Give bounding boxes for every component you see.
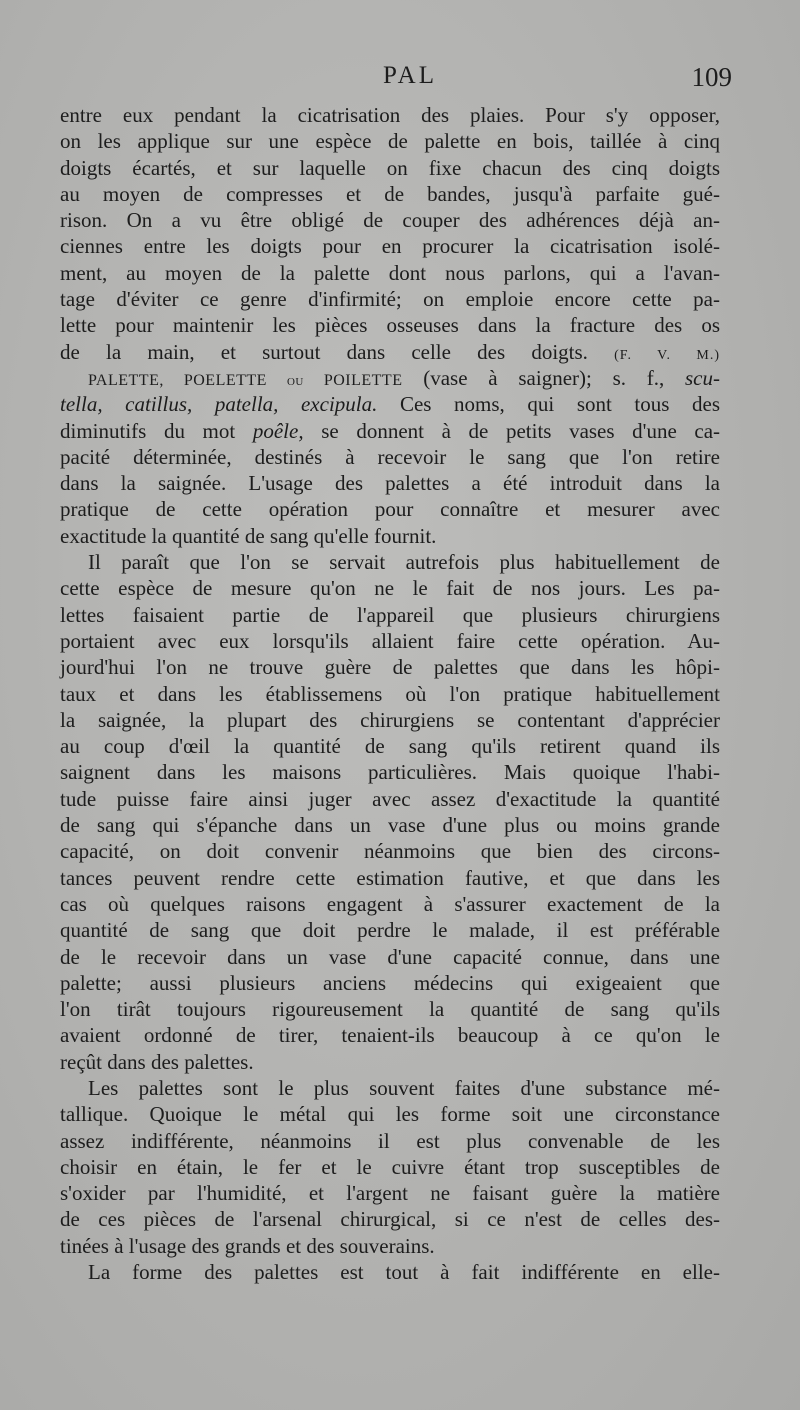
text-line: cas où quelques raisons engagent à s'assurer exactement de la — [60, 891, 720, 916]
paragraph-start-line: Il paraît que l'on se servait autrefois plus habituellement de — [88, 550, 720, 575]
italic-word: poêle, — [252, 418, 304, 443]
text-line: rison. On a vu être obligé de couper des adhérences déjà an- — [60, 208, 720, 233]
text-line: la saignée, la plupart des chirurgiens se contentant d'apprécier — [60, 707, 720, 732]
text-line: tinées à l'usage des grands et des souverains. — [60, 1233, 435, 1258]
text-line: lette pour maintenir les pièces osseuses dans la fracture des os — [60, 313, 720, 338]
author-signature: (F. V. M.) — [614, 347, 721, 363]
text-line: palette; aussi plusieurs anciens médecins qui exigeaient que — [60, 970, 720, 995]
page-header — [62, 62, 732, 98]
text-line: entre eux pendant la cicatrisation des plaies. Pour s'y opposer, — [60, 103, 720, 127]
text-span: se donnent à de petits vases d'une ca- — [321, 418, 721, 443]
text-line: reçût dans des palettes. — [60, 1049, 254, 1074]
text-span: diminutifs du mot — [60, 418, 236, 443]
paragraph-start-line: La forme des palettes est tout à fait indifférente en elle- — [88, 1260, 720, 1285]
text-line: lettes faisaient partie de l'appareil que plusieurs chirurgiens — [60, 602, 720, 627]
text-line: de ces pièces de l'arsenal chirurgical, si ce n'est de celles des- — [60, 1207, 720, 1232]
text-line: ment, au moyen de la palette dont nous parlons, qui a l'avan- — [60, 260, 720, 285]
text-line — [60, 418, 720, 444]
text-line: saignent dans les maisons particulières. Mais quoique l'habi- — [60, 760, 720, 785]
latin-terms: tella, catillus, patella, excipula. — [60, 392, 378, 417]
text-span: (vase à saigner); s. f., — [423, 365, 665, 390]
text-line: assez indifférente, néanmoins il est plus convenable de les — [60, 1128, 720, 1153]
paragraph-start-line: Les palettes sont le plus souvent faites d'une substance mé- — [88, 1075, 720, 1100]
text-line: exactitude la quantité de sang qu'elle fournit. — [60, 523, 437, 548]
page-body-text — [60, 102, 720, 1285]
text-line: de le recevoir dans un vase d'une capacité connue, dans une — [60, 944, 720, 969]
text-line: quantité de sang que doit perdre le malade, il est préférable — [60, 918, 720, 943]
text-line: doigts écartés, et sur laquelle on fixe chacun des cinq doigts — [60, 155, 720, 180]
text-line: taux et dans les établissemens où l'on pratique habituellement — [60, 681, 720, 706]
text-line: tallique. Quoique le métal qui les forme soit une circonstance — [60, 1102, 720, 1127]
entry-headword: PALETTE, POELETTE ou POILETTE — [88, 371, 403, 389]
text-line: de sang qui s'épanche dans un vase d'une plus ou moins grande — [60, 813, 720, 838]
text-line: s'oxider par l'humidité, et l'argent ne faisant guère la matière — [60, 1181, 720, 1206]
text-line: avaient ordonné de tirer, tenaient-ils beaucoup à ce qu'on le — [60, 1023, 720, 1048]
text-line — [60, 391, 720, 417]
latin-term: scu- — [685, 365, 720, 390]
text-line: pratique de cette opération pour connaître et mesurer avec — [60, 497, 720, 522]
text-span: Ces noms, qui sont tous des — [399, 392, 720, 417]
text-line-with-signature — [60, 339, 720, 365]
page-number: 109 — [691, 62, 732, 92]
text-span: de la main, et surtout dans celle des doigts. — [60, 339, 588, 364]
text-line: au coup d'œil la quantité de sang qu'ils retirent quand ils — [60, 734, 720, 759]
text-line: dans la saignée. L'usage des palettes a été introduit dans la — [60, 471, 720, 496]
text-line: au moyen de compresses et de bandes, jusqu'à parfaite gué- — [60, 181, 720, 206]
text-line: tances peuvent rendre cette estimation fautive, et que dans les — [60, 865, 720, 890]
text-line: tage d'éviter ce genre d'infirmité; on emploie encore cette pa- — [60, 287, 720, 312]
text-line: choisir en étain, le fer et le cuivre étant trop susceptibles de — [60, 1154, 720, 1179]
text-line: portaient avec eux lorsqu'ils allaient faire cette opération. Au- — [60, 628, 720, 653]
text-line: on les applique sur une espèce de palette en bois, taillée à cinq — [60, 129, 720, 154]
running-head: PAL — [383, 62, 437, 89]
text-line: capacité, on doit convenir néanmoins que bien des circons- — [60, 839, 720, 864]
text-line: cette espèce de mesure qu'on ne le fait de nos jours. Les pa- — [60, 576, 720, 601]
text-line: ciennes entre les doigts pour en procurer la cicatrisation isolé- — [60, 234, 720, 259]
text-line: l'on tirât toujours rigoureusement la quantité de sang qu'ils — [60, 997, 720, 1022]
text-line: jourd'hui l'on ne trouve guère de palettes que dans les hôpi- — [60, 655, 720, 680]
entry-headword-line — [60, 365, 720, 391]
text-line: tude puisse faire ainsi juger avec assez d'exactitude la quantité — [60, 786, 720, 811]
text-line: pacité déterminée, destinés à recevoir le sang que l'on retire — [60, 444, 720, 469]
